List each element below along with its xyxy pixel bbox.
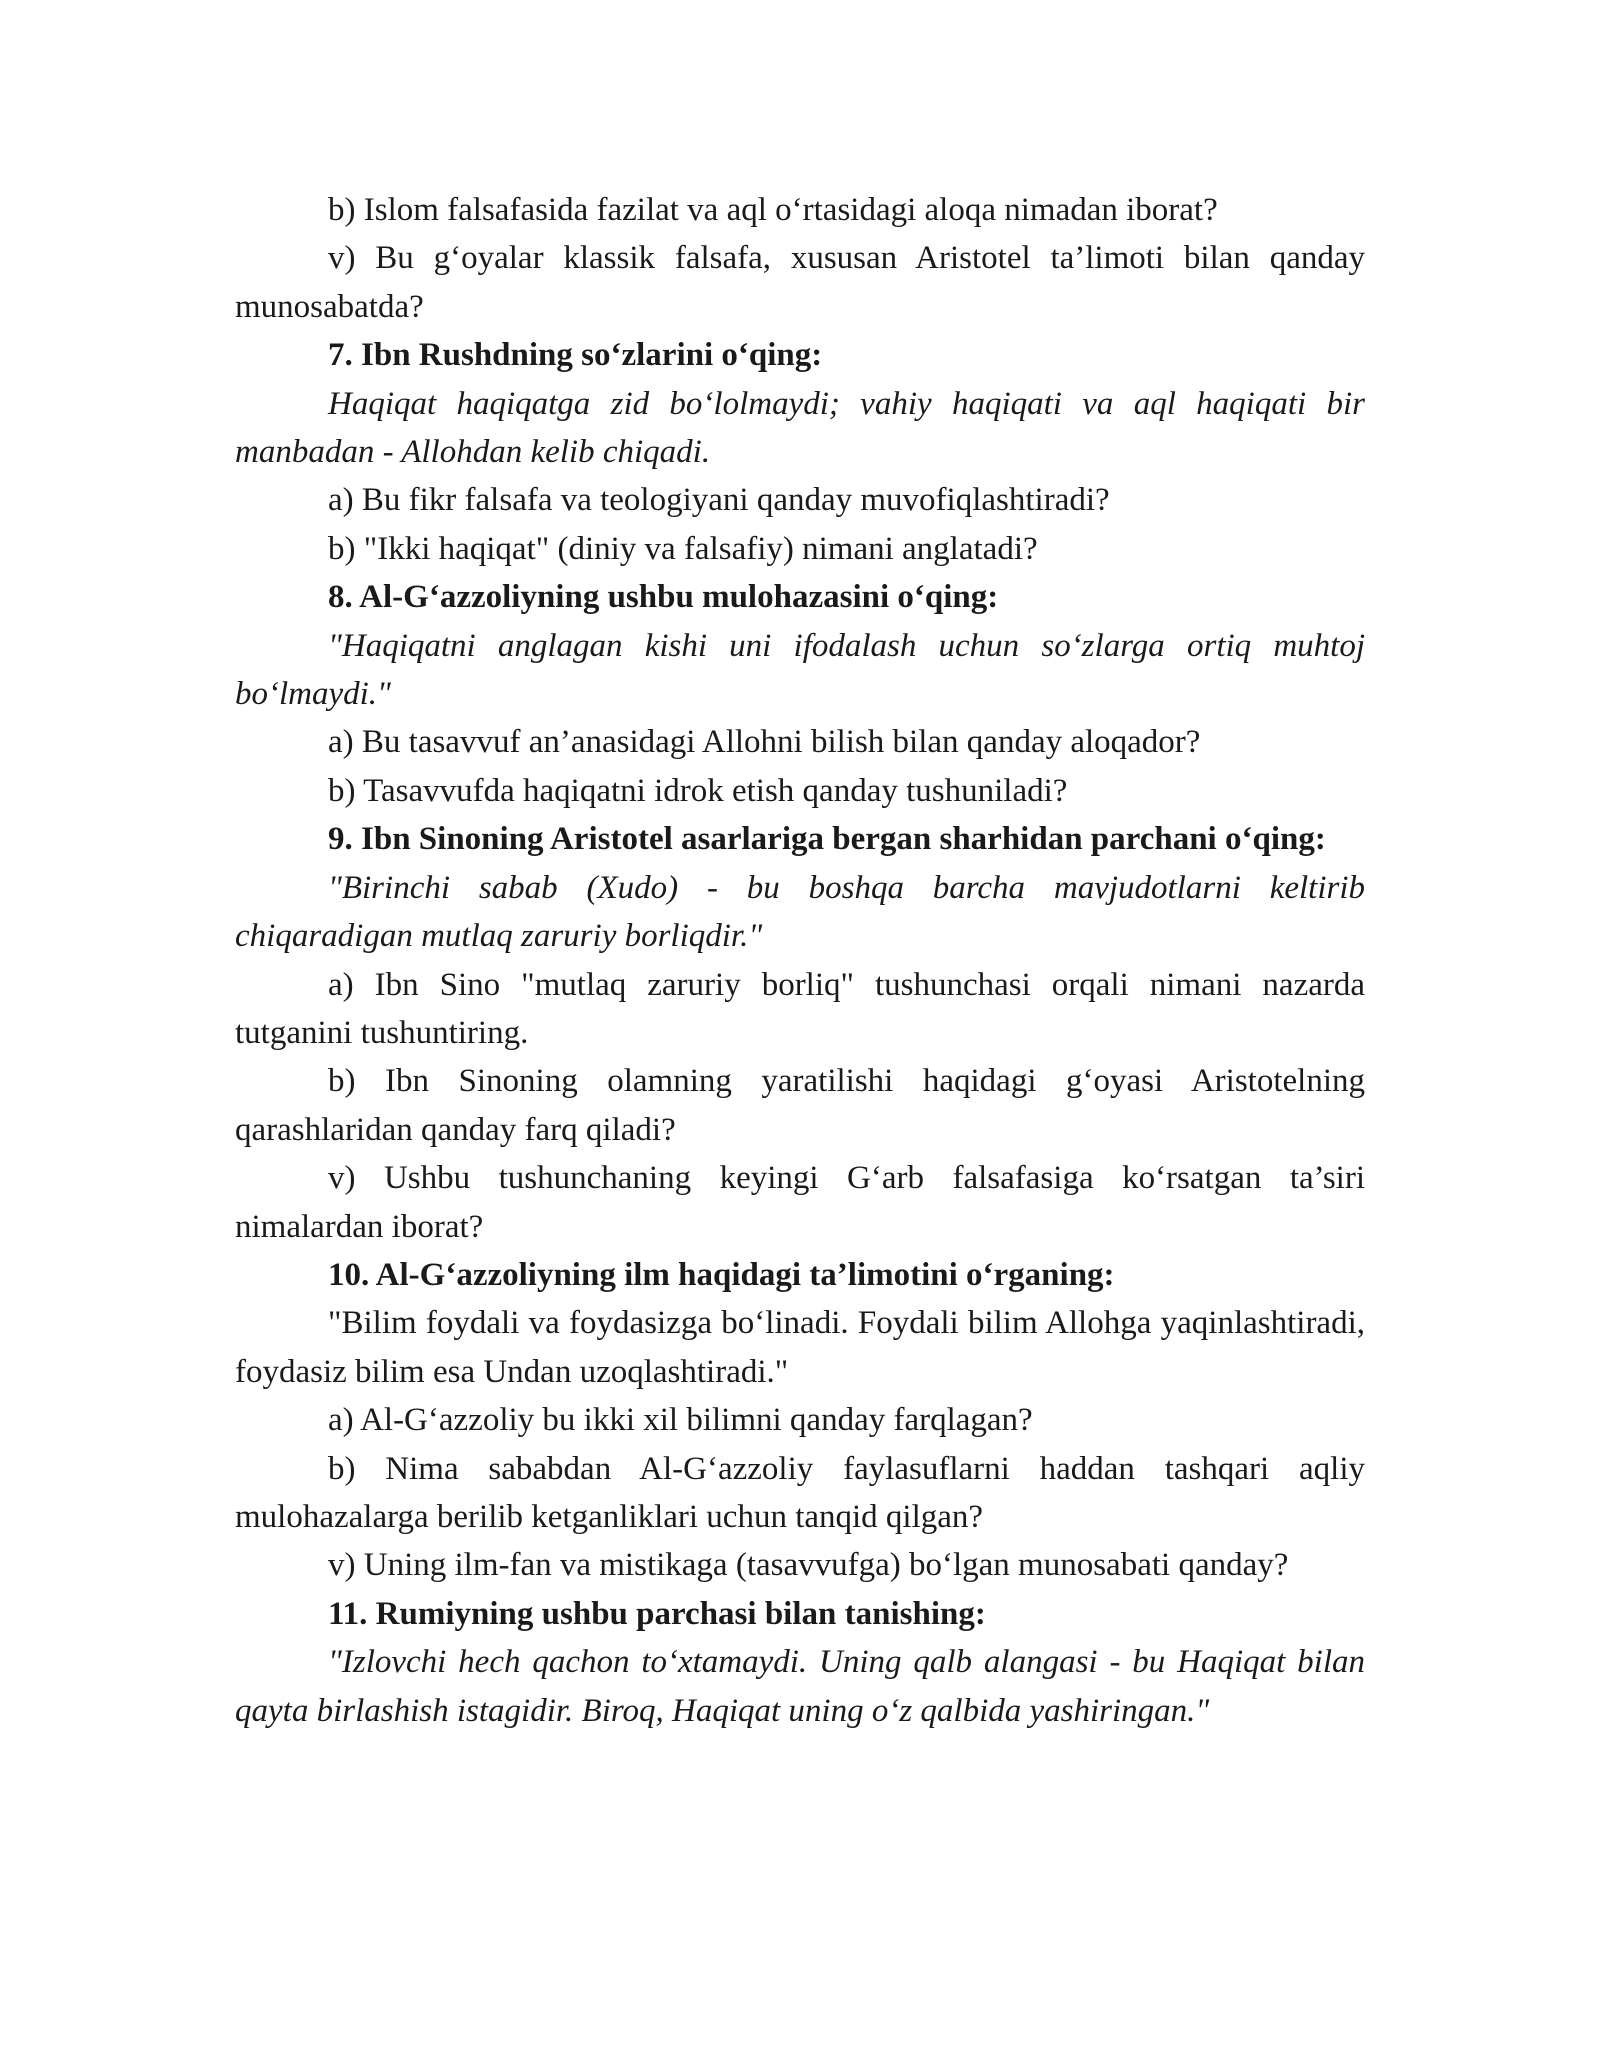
question-6b: b) Islom falsafasida fazilat va aql o‘rtasidagi aloqa nimadan iborat? [328, 192, 1218, 228]
task-8-heading: 8. Al-G‘azzoliyning ushbu mulohazasini o‘qing: [328, 579, 999, 616]
question-10v: v) Uning ilm-fan va mistikaga (tasavvufga) bo‘lgan munosabati qanday? [328, 1547, 1289, 1584]
question-6v: v) Bu g‘oyalar klassik falsafa, xususan Aristotel ta’limoti bilan qanday munosabatda? [235, 240, 1365, 325]
task-9-quote: "Birinchi sabab (Xudo) - bu boshqa barcha mavjudotlarni keltirib chiqaradigan mutlaq zaruriy borliqdir." [235, 869, 1365, 955]
question-9b: b) Ibn Sinoning olamning yaratilishi haqidagi g‘oyasi Aristotelning qarashlaridan qanday farq qiladi? [235, 1063, 1365, 1148]
task-10-heading: 10. Al-G‘azzoliyning ilm haqidagi ta’limotini o‘rganing: [328, 1256, 1115, 1293]
question-7b: b) "Ikki haqiqat" (diniy va falsafiy) nimani anglatadi? [328, 530, 1038, 567]
question-9a: a) Ibn Sino "mutlaq zaruriy borliq" tushunchasi orqali nimani nazarda tutganini tushuntiring. [235, 966, 1365, 1051]
question-10a: a) Al-G‘azzoliy bu ikki xil bilimni qanday farqlagan? [328, 1402, 1033, 1439]
task-9-heading: 9. Ibn Sinoning Aristotel asarlariga bergan sharhidan parchani o‘qing: [328, 821, 1326, 858]
question-9v: v) Ushbu tushunchaning keyingi G‘arb falsafasiga ko‘rsatgan ta’siri nimalardan iborat? [235, 1160, 1365, 1245]
task-10-quote: "Bilim foydali va foydasizga bo‘linadi. Foydali bilim Allohga yaqinlashtiradi, foydasiz bilim esa Undan uzoqlashtiradi." [235, 1305, 1365, 1390]
task-11-heading: 11. Rumiyning ushbu parchasi bilan tanishing: [328, 1595, 986, 1632]
document-page [235, 186, 1365, 1735]
question-10b: b) Nima sababdan Al-G‘azzoliy faylasuflarni haddan tashqari aqliy mulohazalarga berilib ketganliklari uchun tanqid qilgan? [235, 1450, 1365, 1535]
question-8b: b) Tasavvufda haqiqatni idrok etish qanday tushuniladi? [328, 772, 1068, 809]
question-8a: a) Bu tasavvuf an’anasidagi Allohni bilish bilan qanday aloqador? [328, 724, 1201, 761]
question-7a: a) Bu fikr falsafa va teologiyani qanday muvofiqlashtiradi? [328, 482, 1110, 519]
task-7-quote: Haqiqat haqiqatga zid bo‘lolmaydi; vahiy haqiqati va aql haqiqati bir manbadan - Allohdan kelib chiqadi. [235, 385, 1365, 471]
task-11-quote: "Izlovchi hech qachon to‘xtamaydi. Uning qalb alangasi - bu Haqiqat bilan qayta birlashish istagidir. Biroq, Haqiqat uning o‘z qalbida yashiringan." [235, 1644, 1365, 1729]
task-7-heading: 7. Ibn Rushdning so‘zlarini o‘qing: [328, 337, 823, 374]
task-8-quote: "Haqiqatni anglagan kishi uni ifodalash uchun so‘zlarga ortiq muhtoj bo‘lmaydi." [235, 627, 1365, 713]
